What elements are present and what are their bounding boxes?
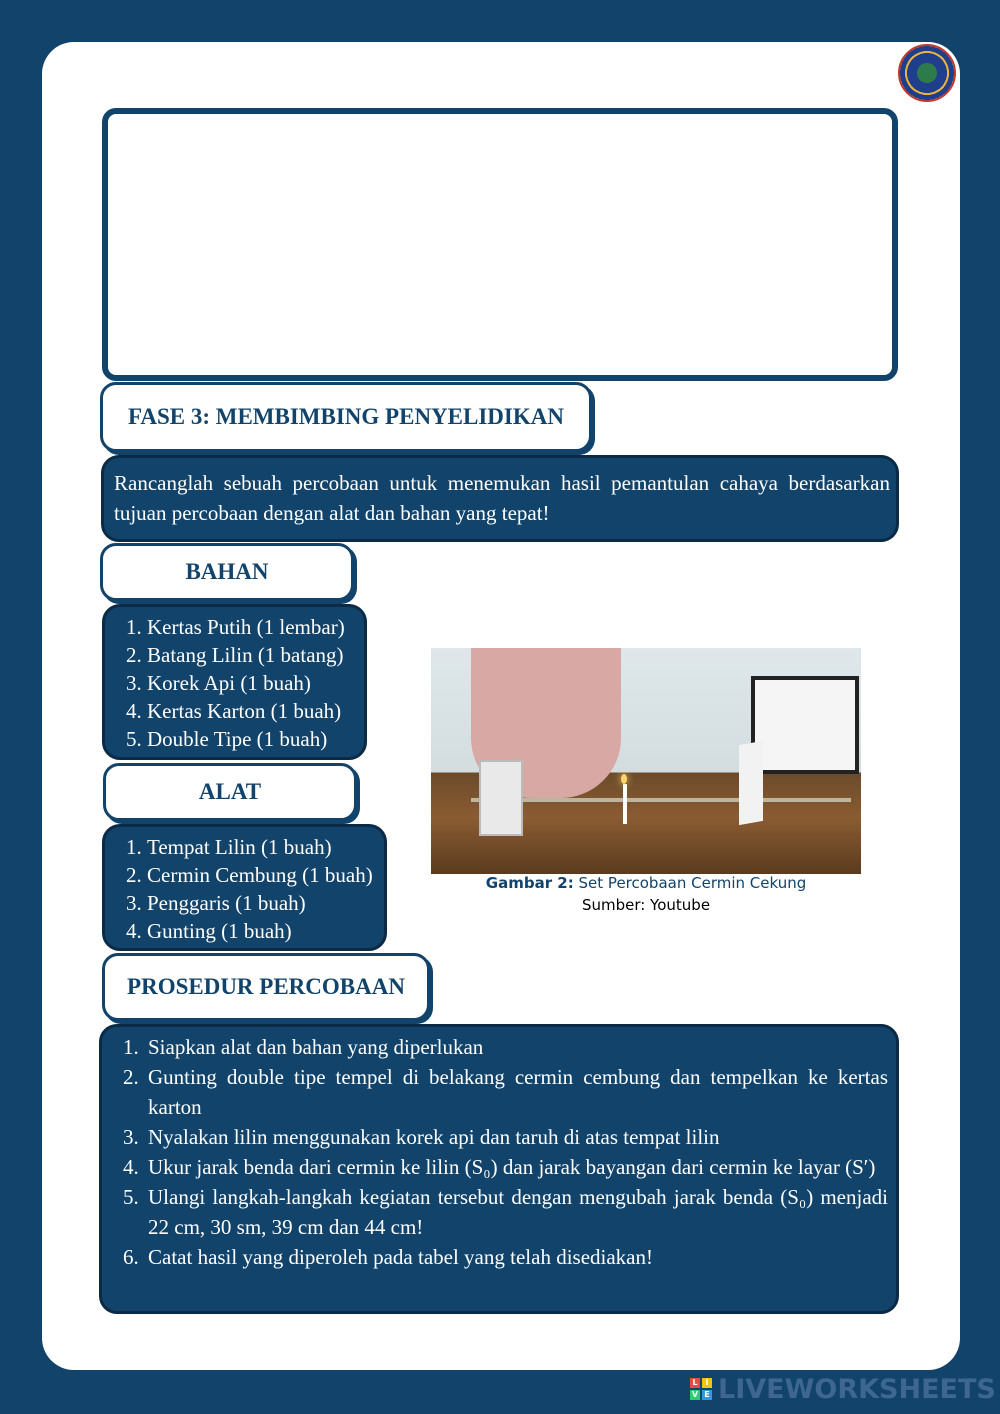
- list-item: 4. Kertas Karton (1 buah): [147, 697, 360, 725]
- bahan-list-box: [102, 604, 367, 760]
- list-item: 2. Cermin Cembung (1 buah): [147, 861, 380, 889]
- photo-mirror-holder: [479, 760, 523, 836]
- list-item: 1. Tempat Lilin (1 buah): [147, 833, 380, 861]
- figure-caption: [431, 872, 861, 916]
- photo-candle: [623, 784, 627, 824]
- list-item: 2. Batang Lilin (1 batang): [147, 641, 360, 669]
- list-item: 4. Gunting (1 buah): [147, 917, 380, 945]
- bahan-heading: BAHAN: [100, 543, 354, 601]
- wm-letter: L: [690, 1378, 700, 1388]
- answer-text-box[interactable]: [102, 108, 898, 381]
- alat-list: [105, 833, 380, 945]
- photo-board: [751, 676, 859, 774]
- alat-list-box: [102, 824, 387, 951]
- liveworksheets-logo-icon: [690, 1378, 712, 1400]
- watermark-text: LIVEWORKSHEETS: [718, 1373, 996, 1405]
- university-logo-icon: [898, 44, 956, 102]
- list-item: 5. Ulangi langkah-langkah kegiatan tersebut dengan mengubah jarak benda (S₀) menjadi 22 cm, 30 sm, 39 cm dan 44 cm!: [144, 1182, 888, 1242]
- liveworksheets-watermark: [690, 1373, 996, 1405]
- list-item: 3. Nyalakan lilin menggunakan korek api dan taruh di atas tempat lilin: [144, 1122, 888, 1152]
- prosedur-heading: PROSEDUR PERCOBAAN: [102, 953, 430, 1021]
- photo-ruler: [471, 798, 851, 802]
- list-item: 5. Double Tipe (1 buah): [147, 725, 360, 753]
- photo-flame: [621, 774, 627, 784]
- list-item: 6. Catat hasil yang diperoleh pada tabel yang telah disediakan!: [144, 1242, 888, 1272]
- alat-heading: ALAT: [103, 763, 357, 821]
- phase-heading: FASE 3: MEMBIMBING PENYELIDIKAN: [100, 382, 592, 452]
- prosedur-list: [102, 1032, 888, 1272]
- figure-caption-text: Set Percobaan Cermin Cekung: [578, 874, 807, 892]
- prosedur-list-box: [99, 1024, 899, 1314]
- photo-screen: [739, 741, 763, 825]
- figure-label: Gambar 2:: [485, 874, 574, 892]
- experiment-photo: [431, 648, 861, 874]
- bahan-list: [105, 613, 360, 753]
- list-item: 4. Ukur jarak benda dari cermin ke lilin (S₀) dan jarak bayangan dari cermin ke layar (S′): [144, 1152, 888, 1182]
- list-item: 2. Gunting double tipe tempel di belakang cermin cembung dan tempelkan ke kertas karton: [144, 1062, 888, 1122]
- list-item: 3. Penggaris (1 buah): [147, 889, 380, 917]
- list-item: 1. Kertas Putih (1 lembar): [147, 613, 360, 641]
- list-item: 3. Korek Api (1 buah): [147, 669, 360, 697]
- wm-letter: V: [691, 1390, 699, 1399]
- wm-letter: I: [702, 1378, 712, 1388]
- figure-source: Sumber: Youtube: [581, 896, 711, 914]
- instruction-box: Rancanglah sebuah percobaan untuk menemukan hasil pemantulan cahaya berdasarkan tujuan percobaan dengan alat dan bahan yang tepat!: [101, 455, 899, 542]
- list-item: 1. Siapkan alat dan bahan yang diperlukan: [144, 1032, 888, 1062]
- wm-letter: E: [702, 1390, 712, 1400]
